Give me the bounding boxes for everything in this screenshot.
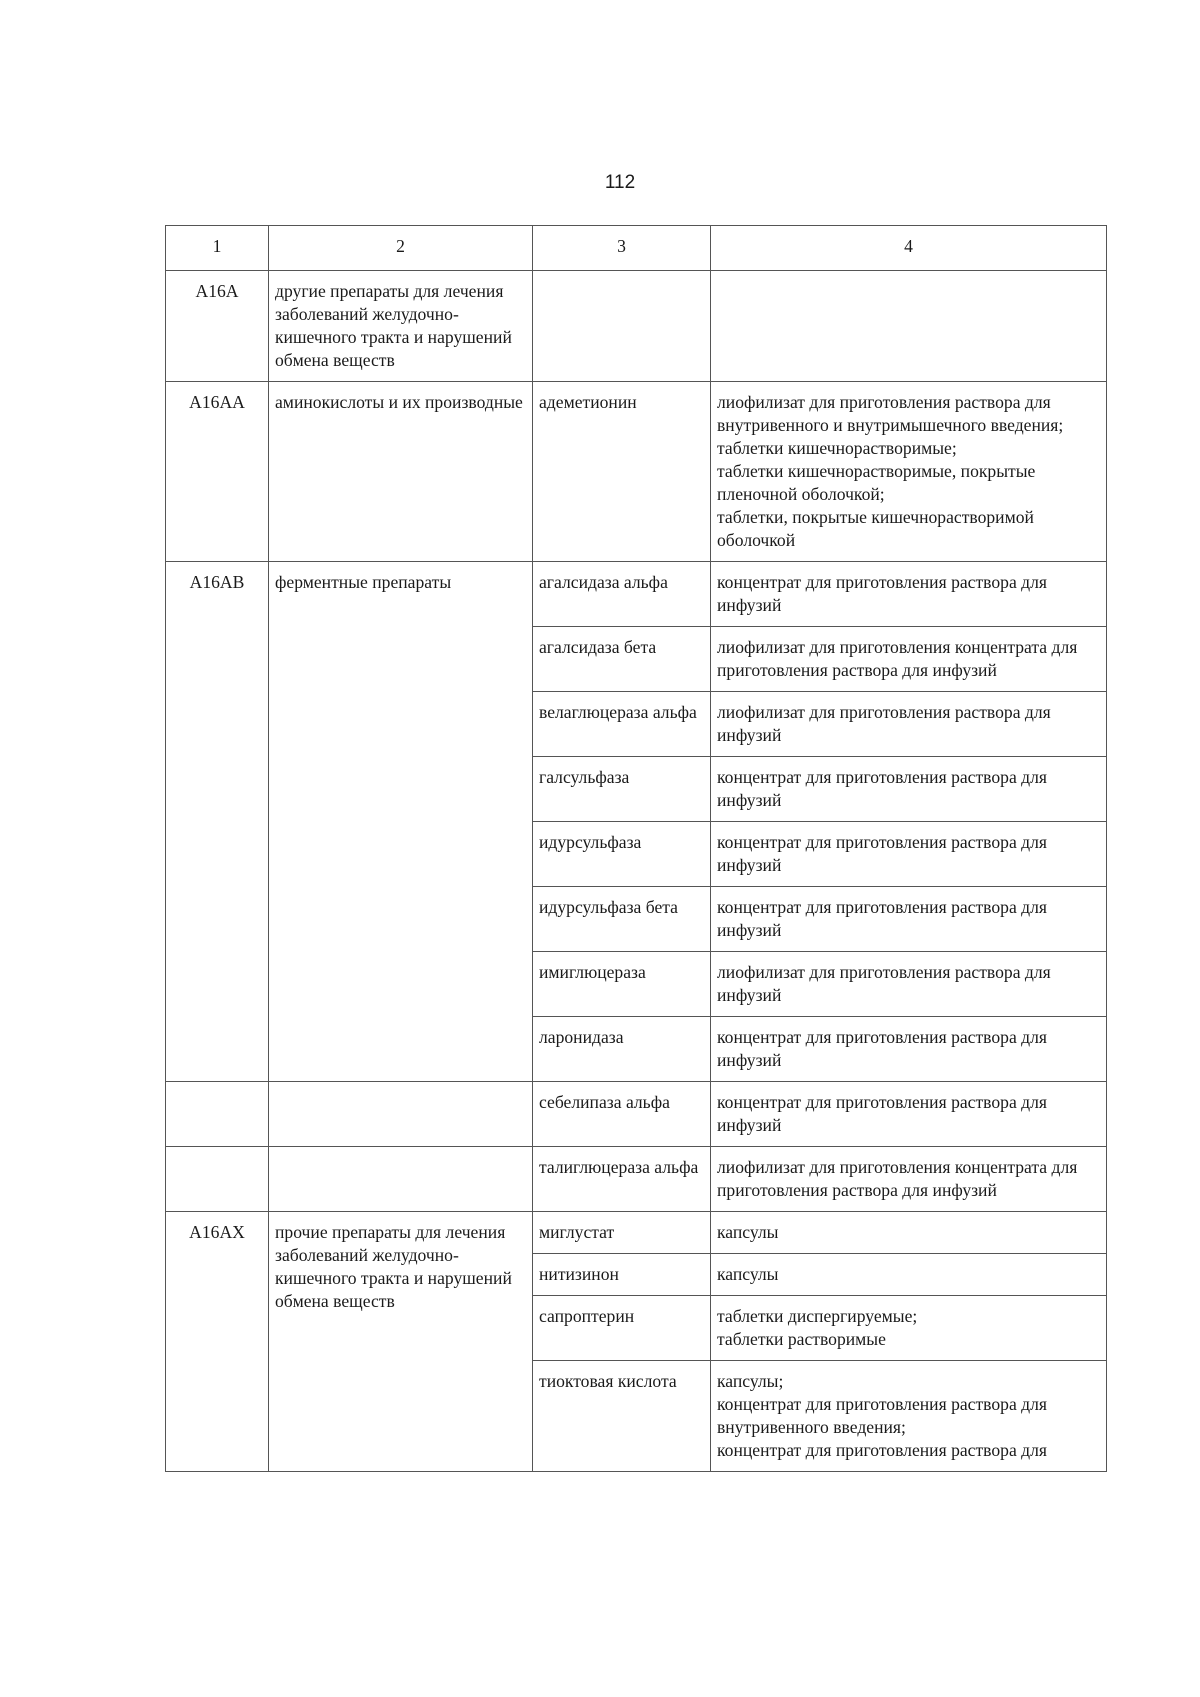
dosage-forms: лиофилизат для приготовления раствора для инфузий [711, 952, 1107, 1017]
column-number-1: 1 [166, 226, 269, 271]
drug-name: идурсульфаза бета [533, 887, 711, 952]
drug-name: себелипаза альфа [533, 1082, 711, 1147]
drug-name: миглустат [533, 1212, 711, 1254]
drug-name: агалсидаза альфа [533, 562, 711, 627]
atc-code: A16AA [166, 382, 269, 562]
dosage-forms: концентрат для приготовления раствора для инфузий [711, 562, 1107, 627]
dosage-form: концентрат для приготовления раствора для [717, 1440, 1047, 1460]
drug-name: агалсидаза бета [533, 627, 711, 692]
drug-name [533, 271, 711, 382]
drug-table [165, 225, 1107, 1472]
dosage-form: таблетки, покрытые кишечнорастворимой оболочкой [717, 507, 1034, 550]
atc-code [166, 1082, 269, 1147]
table-row [166, 1082, 1107, 1147]
dosage-form: капсулы; [717, 1371, 784, 1391]
atc-code: A16AX [166, 1212, 269, 1472]
table-row [166, 271, 1107, 382]
drug-name: нитизинон [533, 1254, 711, 1296]
table-row [166, 1147, 1107, 1212]
dosage-forms: капсулы [711, 1254, 1107, 1296]
atc-code [166, 1147, 269, 1212]
column-number-2: 2 [269, 226, 533, 271]
drug-name: идурсульфаза [533, 822, 711, 887]
drug-name: сапроптерин [533, 1296, 711, 1361]
dosage-forms [711, 271, 1107, 382]
atc-group-name [269, 1082, 533, 1147]
drug-name: тиоктовая кислота [533, 1361, 711, 1472]
dosage-forms [711, 382, 1107, 562]
dosage-forms: концентрат для приготовления раствора для инфузий [711, 1017, 1107, 1082]
drug-name: велаглюцераза альфа [533, 692, 711, 757]
table-row [166, 382, 1107, 562]
dosage-forms [711, 1296, 1107, 1361]
drug-name: талиглюцераза альфа [533, 1147, 711, 1212]
dosage-form: таблетки растворимые [717, 1329, 886, 1349]
dosage-form: лиофилизат для приготовления раствора для внутривенного и внутримышечного введения; [717, 392, 1064, 435]
dosage-forms: концентрат для приготовления раствора для инфузий [711, 887, 1107, 952]
dosage-forms [711, 1361, 1107, 1472]
dosage-form: таблетки диспергируемые; [717, 1306, 918, 1326]
atc-group-name [269, 1147, 533, 1212]
table-row [166, 1212, 1107, 1254]
column-number-3: 3 [533, 226, 711, 271]
dosage-form: таблетки кишечнорастворимые, покрытые пленочной оболочкой; [717, 461, 1036, 504]
dosage-forms: концентрат для приготовления раствора для инфузий [711, 757, 1107, 822]
drug-name: адеметионин [533, 382, 711, 562]
table-row [166, 562, 1107, 627]
atc-group-name: ферментные препараты [269, 562, 533, 1082]
page-number: 112 [604, 172, 636, 193]
dosage-forms: лиофилизат для приготовления концентрата для приготовления раствора для инфузий [711, 1147, 1107, 1212]
dosage-forms: концентрат для приготовления раствора для инфузий [711, 822, 1107, 887]
dosage-forms: лиофилизат для приготовления концентрата для приготовления раствора для инфузий [711, 627, 1107, 692]
dosage-forms: концентрат для приготовления раствора для инфузий [711, 1082, 1107, 1147]
dosage-forms: капсулы [711, 1212, 1107, 1254]
drug-name: имиглюцераза [533, 952, 711, 1017]
column-number-4: 4 [711, 226, 1107, 271]
dosage-form: таблетки кишечнорастворимые; [717, 438, 957, 458]
dosage-forms: лиофилизат для приготовления раствора для инфузий [711, 692, 1107, 757]
table-header-row [166, 226, 1107, 271]
atc-group-name: прочие препараты для лечения заболеваний желудочно-кишечного тракта и нарушений обмена веществ [269, 1212, 533, 1472]
drug-name: галсульфаза [533, 757, 711, 822]
atc-code: A16A [166, 271, 269, 382]
dosage-form: концентрат для приготовления раствора для внутривенного введения; [717, 1394, 1047, 1437]
atc-code: A16AB [166, 562, 269, 1082]
atc-group-name: аминокислоты и их производные [269, 382, 533, 562]
atc-group-name: другие препараты для лечения заболеваний желудочно-кишечного тракта и нарушений обмена веществ [269, 271, 533, 382]
drug-name: ларонидаза [533, 1017, 711, 1082]
